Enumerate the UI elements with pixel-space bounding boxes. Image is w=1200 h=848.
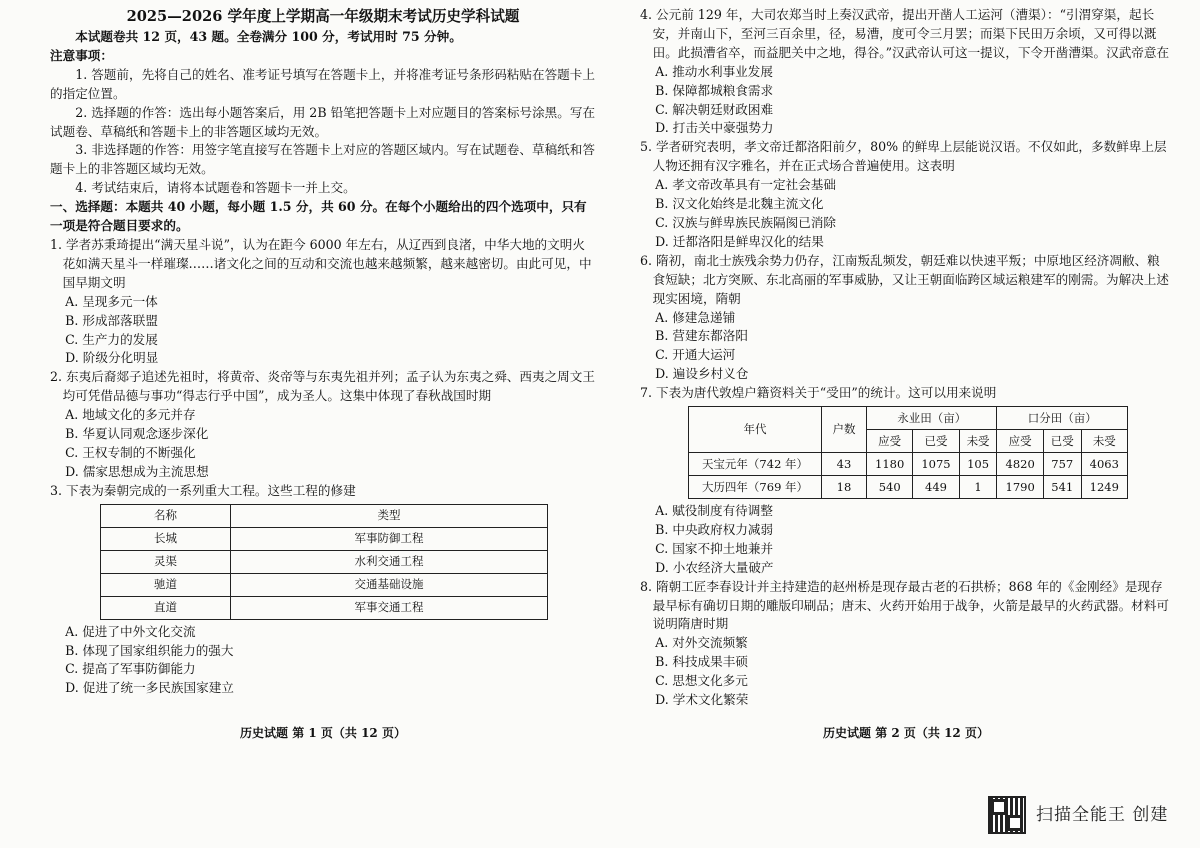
table-row — [101, 573, 548, 596]
question-7-option-d: D. 小农经济大量破产 — [655, 559, 774, 575]
table-cell: 43 — [822, 453, 867, 476]
exam-info: 本试题卷共 12 页，43 题。全卷满分 100 分，考试用时 75 分钟。 — [75, 29, 462, 44]
exam-title: 2025—2026 学年度上学期高一年级期末考试历史学科试题 — [126, 8, 520, 25]
page-1-footer: 历史试题 第 1 页（共 12 页） — [240, 726, 406, 740]
question-4: 4. 公元前 129 年，大司农郑当时上奏汉武帝，提出开凿人工运河（漕渠）：“引渭穿渠，起长安，并南山下，至河三百余里，径，易漕，度可令三月罢；而渠下民田万余顷，又可得以溉田。此损漕省卒，而益肥关中之地，得谷。”汉武帝认可这一提议，下令开凿漕渠。汉武帝意在 — [640, 7, 1170, 60]
note-2: 2. 选择题的作答：选出每小题答案后，用 2B 铅笔把答题卡上对应题目的答案标号涂黑。写在试题卷、草稿纸和答题卡上的非答题区域均无效。 — [50, 104, 596, 139]
question-1: 1. 学者苏秉琦提出“满天星斗说”，认为在距今 6000 年左右，从辽西到良渚，中华大地的文明火花如满天星斗一样璀璨……诸文化之间的互动和交流也越来越频繁，越来越密切。由此可见，中国早期文明 — [50, 236, 592, 290]
table-cell: 4063 — [1081, 453, 1127, 476]
table-subheader: 已受 — [913, 430, 959, 453]
table-row — [689, 476, 1128, 499]
question-2-option-d: D. 儒家思想成为主流思想 — [65, 463, 209, 479]
question-7-option-a: A. 赋役制度有待调整 — [655, 503, 773, 519]
question-5-option-d: D. 迁都洛阳是鲜卑汉化的结果 — [655, 233, 824, 249]
question-3: 3. 下表为秦朝完成的一系列重大工程。这些工程的修建 — [50, 482, 356, 498]
table-cell: 长城 — [101, 527, 231, 550]
question-7-option-c: C. 国家不抑土地兼并 — [655, 540, 774, 556]
question-8-option-b: B. 科技成果丰硕 — [655, 654, 748, 670]
question-4-option-a: A. 推动水利事业发展 — [655, 63, 773, 79]
question-4-option-d: D. 打击关中豪强势力 — [655, 120, 774, 136]
notes-heading: 注意事项： — [50, 47, 113, 63]
question-5-option-a: A. 孝文帝改革具有一定社会基础 — [655, 177, 836, 193]
table-cell: 1180 — [867, 453, 913, 476]
table-cell: 交通基础设施 — [231, 573, 548, 596]
qr-code-icon — [988, 796, 1026, 834]
table-subheader: 已受 — [1043, 430, 1081, 453]
question-1-option-d: D. 阶级分化明显 — [65, 350, 159, 366]
table-cell: 541 — [1043, 476, 1081, 499]
section-heading: 一、选择题：本题共 40 小题，每小题 1.5 分，共 60 分。在每个小题给出的四个选项中，只有一项是符合题目要求的。 — [50, 199, 587, 234]
exam-page-2 — [640, 6, 1172, 710]
table-header-households: 户数 — [822, 407, 867, 453]
question-4-option-c: C. 解决朝廷财政困难 — [655, 101, 774, 117]
question-2-option-a: A. 地域文化的多元并存 — [65, 407, 196, 423]
question-6-option-d: D. 遍设乡村义仓 — [655, 366, 749, 382]
note-1: 1. 答题前，先将自己的姓名、准考证号填写在答题卡上，并将准考证号条形码粘贴在答题卡上的指定位置。 — [50, 66, 595, 101]
question-1-option-b: B. 形成部落联盟 — [65, 312, 158, 328]
table-cell: 水利交通工程 — [231, 550, 548, 573]
table-cell: 军事防御工程 — [231, 527, 548, 550]
table-cell: 757 — [1043, 453, 1081, 476]
table-cell: 1790 — [997, 476, 1043, 499]
question-4-option-b: B. 保障都城粮食需求 — [655, 82, 774, 98]
question-2-option-c: C. 王权专制的不断强化 — [65, 444, 196, 460]
question-2: 2. 东夷后裔郯子追述先祖时，将黄帝、炎帝等与东夷先祖并列；孟子认为东夷之舜、西夷之周文王均可凭借品德与事功“得志行乎中国”，成为圣人。这集中体现了春秋战国时期 — [50, 369, 595, 404]
table-subheader: 未受 — [959, 430, 997, 453]
table-header-era: 年代 — [689, 407, 822, 453]
table-row — [101, 550, 548, 573]
question-1-option-a: A. 呈现多元一体 — [65, 293, 158, 309]
table-subheader: 应受 — [997, 430, 1043, 453]
table-header-row — [689, 407, 1128, 430]
table-row — [101, 596, 548, 619]
table-cell: 540 — [867, 476, 913, 499]
table-row — [689, 453, 1128, 476]
question-7: 7. 下表为唐代敦煌户籍资料关于“受田”的统计。这可以用来说明 — [640, 385, 997, 401]
page-2-footer: 历史试题 第 2 页（共 12 页） — [823, 726, 989, 740]
table-cell: 18 — [822, 476, 867, 499]
table-cell: 驰道 — [101, 573, 231, 596]
question-8: 8. 隋朝工匠李春设计并主持建造的赵州桥是现存最古老的石拱桥；868 年的《金刚经》是现存最早标有确切日期的雕版印刷品；唐末、火药开始用于战争，火箭是最早的火药武器。材料可说明隋唐时期 — [640, 578, 1169, 632]
table-header-group-yongye: 永业田（亩） — [867, 407, 997, 430]
table-cell: 直道 — [101, 596, 231, 619]
table-header: 名称 — [101, 504, 231, 527]
question-3-option-c: C. 提高了军事防御能力 — [65, 661, 196, 677]
question-3-option-d: D. 促进了统一多民族国家建立 — [65, 680, 234, 696]
table-cell: 105 — [959, 453, 997, 476]
qin-projects-table — [100, 504, 548, 620]
table-header: 类型 — [231, 504, 548, 527]
table-cell: 军事交通工程 — [231, 596, 548, 619]
table-header-group-koufen: 口分田（亩） — [997, 407, 1128, 430]
note-4: 4. 考试结束后，请将本试题卷和答题卡一并上交。 — [75, 180, 356, 196]
question-6-option-c: C. 开通大运河 — [655, 347, 736, 363]
question-3-option-a: A. 促进了中外文化交流 — [65, 623, 196, 639]
table-row — [101, 527, 548, 550]
table-cell-era: 大历四年（769 年） — [689, 476, 822, 499]
table-cell-era: 天宝元年（742 年） — [689, 453, 822, 476]
question-2-option-b: B. 华夏认同观念逐步深化 — [65, 426, 209, 442]
land-allocation-table — [688, 406, 1128, 499]
note-3: 3. 非选择题的作答：用签字笔直接写在答题卡上对应的答题区域内。写在试题卷、草稿纸和答题卡上的非答题区域均无效。 — [50, 142, 595, 177]
table-cell: 1075 — [913, 453, 959, 476]
question-5-option-b: B. 汉文化始终是北魏主流文化 — [655, 196, 824, 212]
question-8-option-d: D. 学术文化繁荣 — [655, 692, 749, 708]
table-subheader: 应受 — [867, 430, 913, 453]
table-header-row — [101, 504, 548, 527]
scanner-watermark — [988, 796, 1168, 834]
question-1-option-c: C. 生产力的发展 — [65, 331, 158, 347]
table-cell: 1249 — [1081, 476, 1127, 499]
exam-page-1 — [50, 6, 596, 698]
question-7-option-b: B. 中央政府权力减弱 — [655, 521, 774, 537]
question-8-option-c: C. 思想文化多元 — [655, 673, 748, 689]
question-3-option-b: B. 体现了国家组织能力的强大 — [65, 642, 234, 658]
question-8-option-a: A. 对外交流频繁 — [655, 635, 748, 651]
question-6-option-b: B. 营建东都洛阳 — [655, 328, 748, 344]
question-5: 5. 学者研究表明，孝文帝迁都洛阳前夕，80% 的鲜卑上层能说汉语。不仅如此，多数鲜卑上层人物还拥有汉字雅名，并在正式场合普遍使用。这表明 — [640, 139, 1167, 174]
table-cell: 4820 — [997, 453, 1043, 476]
table-cell: 灵渠 — [101, 550, 231, 573]
question-5-option-c: C. 汉族与鲜卑族民族隔阂已消除 — [655, 214, 837, 230]
question-6-option-a: A. 修建急递铺 — [655, 309, 736, 325]
table-cell: 1 — [959, 476, 997, 499]
scanner-label: 扫描全能王 创建 — [1036, 804, 1169, 825]
table-cell: 449 — [913, 476, 959, 499]
table-subheader: 未受 — [1081, 430, 1127, 453]
question-6: 6. 隋初，南北士族残余势力仍存，江南叛乱频发，朝廷难以快速平叛；中原地区经济凋敝、粮食短缺；北方突厥、东北高丽的军事威胁，又让王朝面临跨区域运粮建军的刚需。为解决上述现实困境，隋朝 — [640, 252, 1169, 306]
